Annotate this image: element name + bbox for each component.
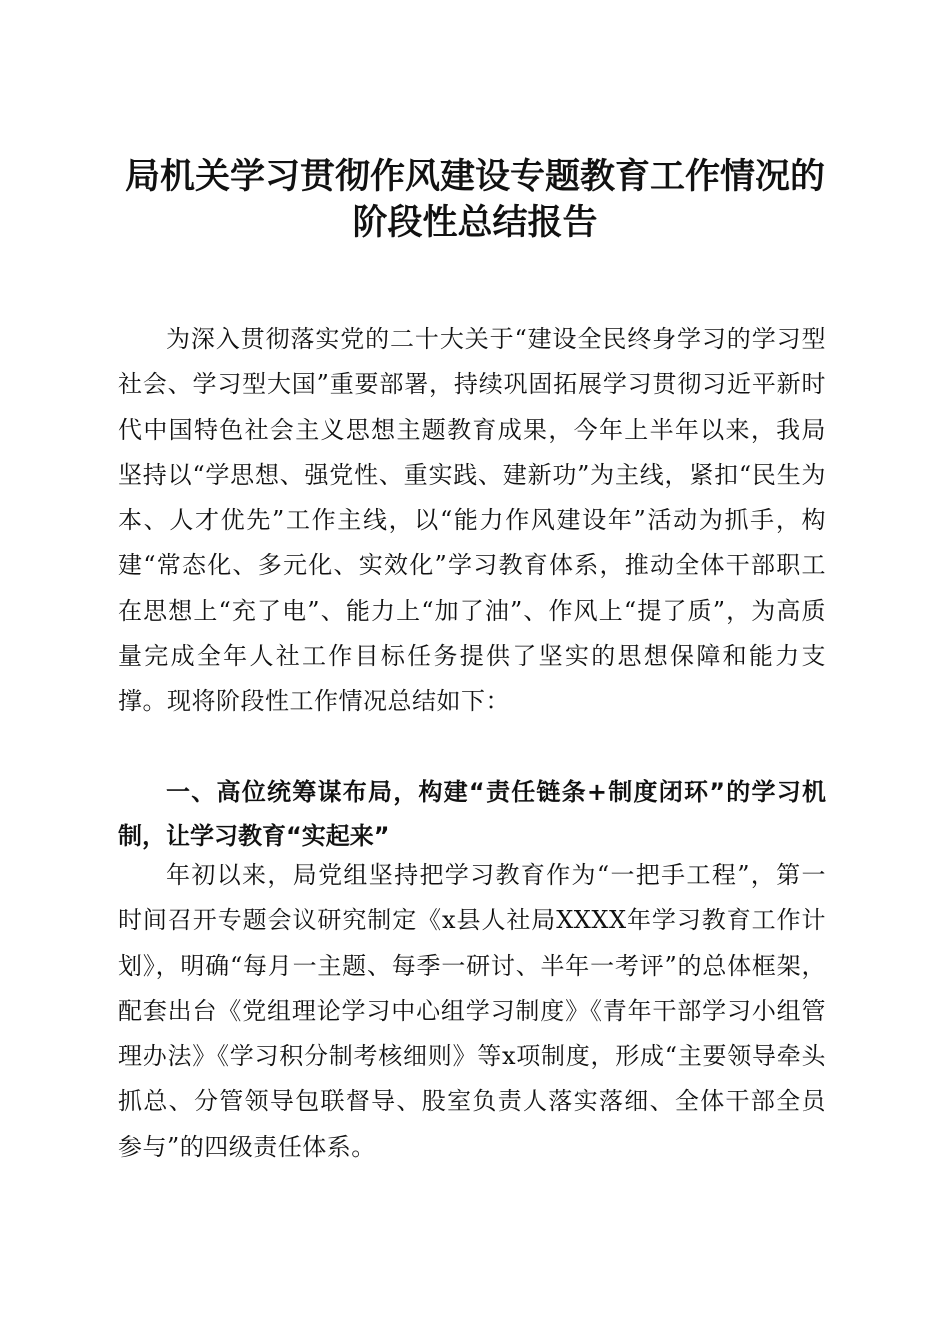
- section-heading-1: 一、高位统筹谋布局，构建“责任链条+制度闭环”的学习机制，让学习教育“实起来”: [118, 778, 826, 850]
- document-title: [100, 154, 850, 246]
- intro-paragraph: 为深入贯彻落实党的二十大关于“建设全民终身学习的学习型社会、学习型大国”重要部署，持续巩固拓展学习贯彻习近平新时代中国特色社会主义思想主题教育成果，今年上半年以来，我局坚持以“学思想、强党性、重实践、建新功”为主线，紧扣“民生为本、人才优先”工作主线，以“能力作风建设年”活动为抓手，构建“常态化、多元化、实效化”学习教育体系，推动全体干部职工在思想上“充了电”、能力上“加了油”、作风上“提了质”，为高质量完成全年人社工作目标任务提供了坚实的思想保障和能力支撑。现将阶段性工作情况总结如下：: [118, 325, 826, 716]
- title-line-2: 阶段性总结报告: [352, 202, 598, 243]
- section-1-paragraph: 年初以来，局党组坚持把学习教育作为“一把手工程”，第一时间召开专题会议研究制定《x县人社局XXXX年学习教育工作计划》，明确“每月一主题、每季一研讨、半年一考评”的总体框架，配套出台《党组理论学习中心组学习制度》《青年干部学习小组管理办法》《学习积分制考核细则》等x项制度，形成“主要领导牵头抓总、分管领导包联督导、股室负责人落实落细、全体干部全员参与”的四级责任体系。: [118, 861, 826, 1161]
- title-line-1: 局机关学习贯彻作风建设专题教育工作情况的: [124, 156, 825, 197]
